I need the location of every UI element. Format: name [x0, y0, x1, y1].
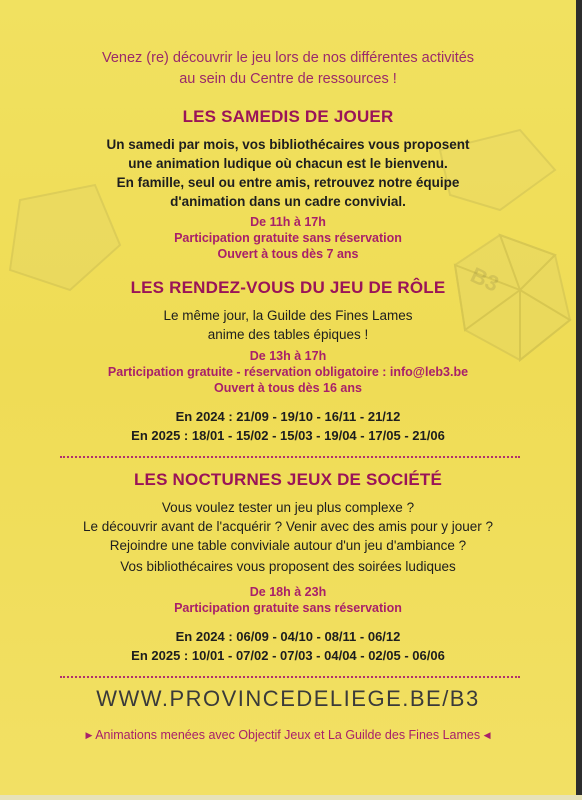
bottom-edge-strip: [0, 795, 582, 800]
info-line: De 11h à 17h: [250, 215, 326, 229]
credits-text: Animations menées avec Objectif Jeux et La Guilde des Fines Lames: [95, 728, 481, 742]
intro-text: [0, 48, 576, 90]
body-line: Le découvrir avant de l'acquérir ? Venir avec des amis pour y jouer ?: [82, 519, 494, 534]
section-nocturnes-body-2: Vos bibliothécaires vous proposent des soirées ludiques: [120, 559, 456, 574]
body-line: Le même jour, la Guilde des Fines Lames: [163, 308, 413, 323]
dotted-separator: [60, 676, 520, 678]
info-line: De 13h à 17h: [249, 349, 327, 363]
section-samedis-title: LES SAMEDIS DE JOUER: [182, 107, 394, 126]
dates-line: En 2025 : 18/01 - 15/02 - 15/03 - 19/04 - 17/05 - 21/06: [131, 428, 445, 443]
section-jeu-de-role-dates: [0, 407, 576, 445]
section-nocturnes-title: LES NOCTURNES JEUX DE SOCIÉTÉ: [133, 470, 443, 489]
section-jeu-de-role-info: [0, 348, 576, 396]
triangle-left-icon: ◀: [483, 730, 491, 740]
section-nocturnes-dates: [0, 627, 576, 665]
info-line: Participation gratuite - réservation obligatoire : info@leb3.be: [107, 365, 469, 379]
website-url[interactable]: WWW.PROVINCEDELIEGE.BE/B3: [96, 686, 480, 711]
dates-line: En 2024 : 06/09 - 04/10 - 08/11 - 06/12: [175, 629, 401, 644]
section-nocturnes-info: [0, 584, 576, 616]
body-line: d'animation dans un cadre convivial.: [170, 194, 406, 209]
dotted-separator: [60, 456, 520, 458]
body-line: une animation ludique où chacun est le bienvenu.: [128, 156, 448, 171]
info-line: Participation gratuite sans réservation: [174, 601, 402, 615]
intro-line: au sein du Centre de ressources !: [179, 71, 397, 87]
body-line: anime des tables épiques !: [207, 327, 369, 342]
section-jeu-de-role-body: [0, 306, 576, 344]
dates-line: En 2025 : 10/01 - 07/02 - 07/03 - 04/04 - 02/05 - 06/06: [131, 648, 445, 663]
info-line: Participation gratuite sans réservation: [174, 231, 402, 245]
info-line: Ouvert à tous dès 16 ans: [214, 381, 362, 395]
body-line: En famille, seul ou entre amis, retrouvez notre équipe: [116, 175, 460, 190]
body-line: Vous voulez tester un jeu plus complexe ?: [161, 500, 415, 515]
section-samedis-info: [0, 214, 576, 262]
info-line: De 18h à 23h: [249, 585, 327, 599]
body-line: Rejoindre une table conviviale autour d'un jeu d'ambiance ?: [109, 538, 467, 553]
triangle-right-icon: ▶: [85, 730, 93, 740]
body-line: Un samedi par mois, vos bibliothécaires vous proposent: [106, 137, 470, 152]
intro-line: Venez (re) découvrir le jeu lors de nos différentes activités: [101, 50, 475, 66]
info-line: Ouvert à tous dès 7 ans: [217, 247, 359, 261]
right-edge-strip: [576, 0, 582, 800]
section-nocturnes-body: [0, 498, 576, 555]
dice-b3-mark: B3: [466, 262, 503, 297]
credits-line: [0, 728, 576, 742]
dates-line: En 2024 : 21/09 - 19/10 - 16/11 - 21/12: [175, 409, 401, 424]
section-samedis-body: [0, 135, 576, 211]
section-jeu-de-role-title: LES RENDEZ-VOUS DU JEU DE RÔLE: [130, 278, 446, 297]
